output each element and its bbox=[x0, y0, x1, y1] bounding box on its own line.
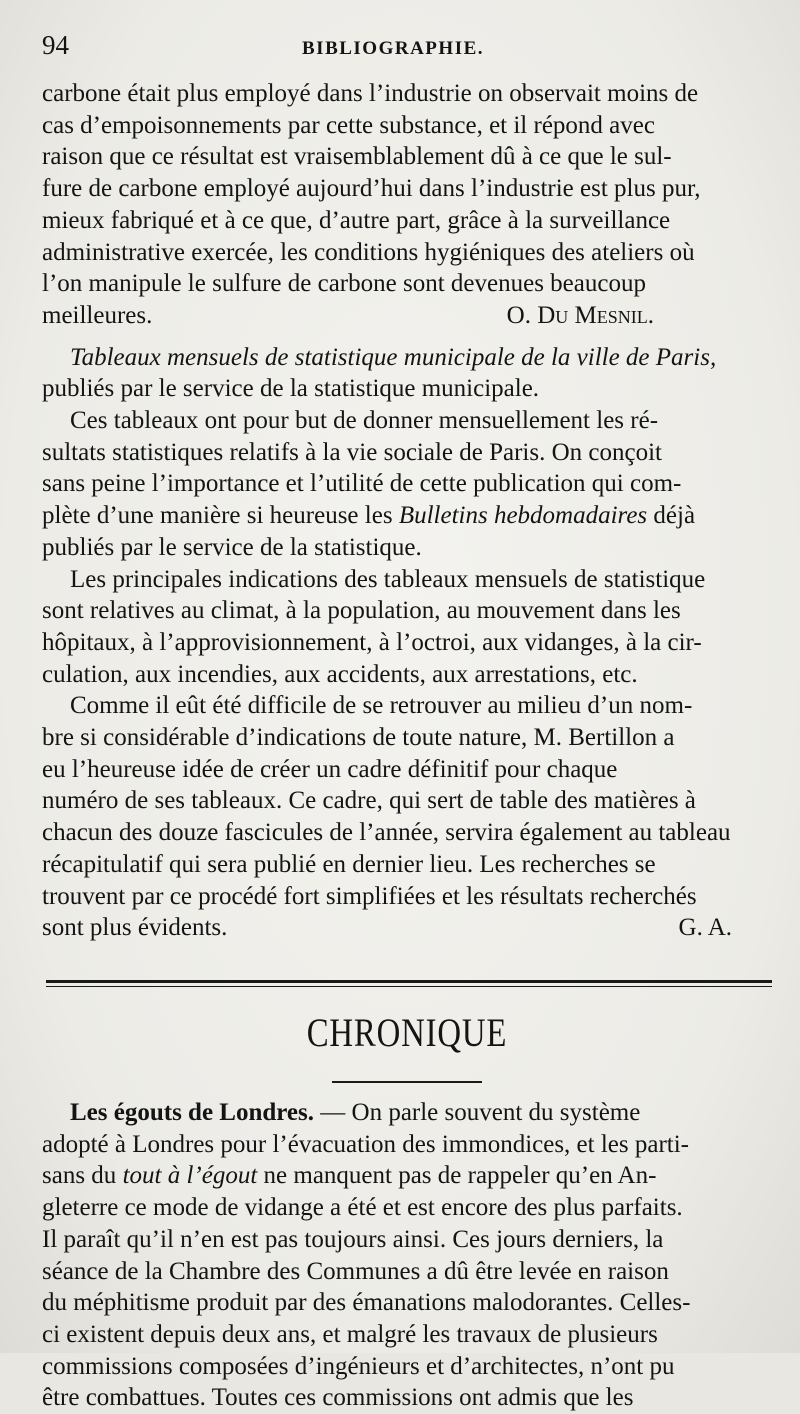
review-publisher: publiés par le service de la statistique municipale. bbox=[42, 375, 540, 403]
signature-line bbox=[42, 912, 772, 944]
text-line: adopté à Londres pour l’évacuation des immondices, et les parti- bbox=[42, 1130, 690, 1158]
short-rule-divider bbox=[332, 1081, 482, 1083]
text-line: séance de la Chambre des Communes a dû être levée en raison bbox=[42, 1257, 669, 1285]
text-line-end: sont plus évidents. bbox=[42, 914, 228, 942]
text-line: Comme il eût été difficile de se retrouver au milieu d’un nom- bbox=[70, 692, 693, 720]
text-run: déjà bbox=[647, 502, 696, 530]
text-line: du méphitisme produit par des émanations malodorantes. Celles- bbox=[42, 1289, 691, 1317]
running-head bbox=[42, 30, 772, 78]
text-line: l’on manipule le sulfure de carbone sont devenues beaucoup bbox=[42, 270, 646, 298]
page-number: 94 bbox=[42, 30, 69, 60]
text-line: bre si considérable d’indications de toute nature, M. Bertillon a bbox=[42, 724, 675, 752]
text-line: commissions composées d’ingénieurs et d’architectes, n’ont pu bbox=[42, 1352, 675, 1380]
text-line: publiés par le service de la statistique. bbox=[42, 533, 422, 561]
author-signature: O. Du Mesnil. bbox=[506, 301, 654, 329]
spacer bbox=[42, 332, 772, 342]
text-line bbox=[42, 500, 772, 532]
article-lead-in: Les égouts de Londres. bbox=[70, 1098, 315, 1126]
italic-title: Bulletins hebdomadaires bbox=[398, 502, 648, 530]
text-line: chacun des douze fascicules de l’année, servira également au tableau bbox=[42, 819, 731, 847]
text-line: raison que ce résultat est vraisemblablement dû à ce que le sul- bbox=[42, 143, 672, 171]
text-line: carbone était plus employé dans l’industrie on observait moins de bbox=[42, 80, 699, 107]
text-line: Ces tableaux ont pour but de donner mensuellement les ré- bbox=[70, 407, 659, 435]
text-line: sultats statistiques relatifs à la vie sociale de Paris. On conçoit bbox=[42, 438, 662, 466]
text-line: mieux fabriqué et à ce que, d’autre part, grâce à la surveillance bbox=[42, 206, 671, 234]
text-line: cas d’empoisonnements par cette substance, et il répond avec bbox=[42, 111, 655, 139]
text-line: trouvent par ce procédé fort simplifiées et les résultats recherchés bbox=[42, 882, 697, 910]
text-line: gleterre ce mode de vidange a été et est encore des plus parfaits. bbox=[42, 1194, 683, 1222]
text-run: — On parle souvent du système bbox=[314, 1098, 641, 1126]
text-line: numéro de ses tableaux. Ce cadre, qui sert de table des matières à bbox=[42, 787, 696, 815]
text-line: fure de carbone employé aujourd’hui dans l’industrie est plus pur, bbox=[42, 175, 701, 203]
text-run: plète d’une manière si heureuse les bbox=[42, 502, 399, 530]
text-line: eu l’heureuse idée de créer un cadre définitif pour chaque bbox=[42, 755, 618, 783]
text-line: sans peine l’importance et l’utilité de cette publication qui com- bbox=[42, 470, 682, 498]
text-line: ci existent depuis deux ans, et malgré les travaux de plusieurs bbox=[42, 1320, 658, 1348]
text-line: sont relatives au climat, à la population, au mouvement dans les bbox=[42, 597, 681, 625]
review-title: Tableaux mensuels de statistique municipale de la ville de Paris, bbox=[70, 343, 717, 371]
text-line bbox=[42, 1160, 772, 1192]
text-line: Les principales indications des tableaux mensuels de statistique bbox=[70, 565, 706, 593]
text-run: ne manquent pas de rappeler qu’en An- bbox=[257, 1162, 657, 1190]
section-title: CHRONIQUE bbox=[306, 1009, 508, 1055]
text-line bbox=[42, 1097, 772, 1129]
text-run: sans du bbox=[42, 1162, 123, 1190]
text-line: administrative exercée, les conditions hygiéniques des ateliers où bbox=[42, 238, 695, 266]
double-rule-divider bbox=[46, 980, 772, 987]
text-line: Il paraît qu’il n’en est pas toujours ainsi. Ces jours derniers, la bbox=[42, 1225, 664, 1253]
text-line-end: meilleures. bbox=[42, 301, 153, 329]
text-line: être combattues. Toutes ces commissions ont admis que les bbox=[42, 1384, 634, 1412]
chronique-text bbox=[42, 1097, 772, 1414]
signature-line bbox=[42, 300, 772, 332]
review-title-line bbox=[42, 342, 772, 374]
running-title: BIBLIOGRAPHIE. bbox=[302, 38, 485, 59]
italic-phrase: tout à l’égout bbox=[122, 1162, 258, 1190]
text-line: culation, aux incendies, aux accidents, aux arrestations, etc. bbox=[42, 660, 638, 688]
text-line: récapitulatif qui sera publié en dernier lieu. Les recherches se bbox=[42, 850, 656, 878]
text-line: hôpitaux, à l’approvisionnement, à l’octroi, aux vidanges, à la cir- bbox=[42, 628, 702, 656]
body-text bbox=[42, 78, 772, 944]
author-signature: G. A. bbox=[678, 914, 732, 942]
